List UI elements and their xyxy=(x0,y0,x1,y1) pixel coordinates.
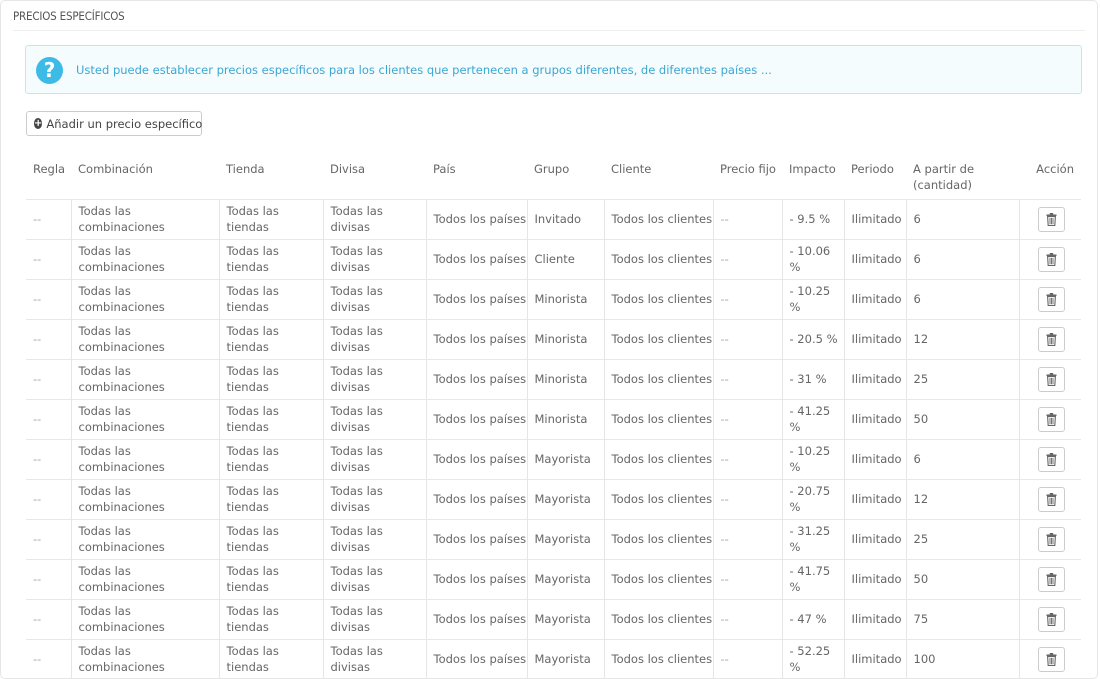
column-header-from-quantity: A partir de (cantidad) xyxy=(913,162,975,192)
cell-rule: -- xyxy=(26,479,71,519)
delete-button[interactable] xyxy=(1038,527,1065,552)
column-header-shop: Tienda xyxy=(226,162,265,176)
cell-impact: - 52.25 % xyxy=(782,639,844,679)
cell-rule: -- xyxy=(26,279,71,319)
cell-currency: Todas las divisas xyxy=(323,399,426,439)
cell-action xyxy=(1019,439,1081,479)
delete-button[interactable] xyxy=(1038,447,1065,472)
cell-country: Todos los países xyxy=(426,399,527,439)
cell-customer: Todos los clientes xyxy=(604,519,713,559)
cell-fixed-price: -- xyxy=(713,599,782,639)
cell-fixed-price: -- xyxy=(713,479,782,519)
cell-from-quantity: 25 xyxy=(906,519,1019,559)
trash-icon xyxy=(1046,653,1057,666)
table-row xyxy=(26,199,1081,239)
cell-currency: Todas las divisas xyxy=(323,559,426,599)
cell-impact: - 20.75 % xyxy=(782,479,844,519)
specific-prices-table xyxy=(26,149,1081,679)
delete-button[interactable] xyxy=(1038,287,1065,312)
table-row xyxy=(26,239,1081,279)
cell-from-quantity: 6 xyxy=(906,439,1019,479)
cell-customer: Todos los clientes xyxy=(604,359,713,399)
question-icon: ? xyxy=(36,57,63,84)
cell-from-quantity: 25 xyxy=(906,359,1019,399)
cell-impact: - 47 % xyxy=(782,599,844,639)
cell-action xyxy=(1019,559,1081,599)
cell-currency: Todas las divisas xyxy=(323,439,426,479)
cell-currency: Todas las divisas xyxy=(323,239,426,279)
column-header-country: País xyxy=(433,162,456,176)
trash-icon xyxy=(1046,533,1057,546)
cell-shop: Todas las tiendas xyxy=(219,599,323,639)
cell-combination: Todas las combinaciones xyxy=(71,359,219,399)
table-row xyxy=(26,639,1081,679)
cell-country: Todos los países xyxy=(426,439,527,479)
cell-fixed-price: -- xyxy=(713,439,782,479)
cell-period: Ilimitado xyxy=(844,439,906,479)
cell-rule: -- xyxy=(26,599,71,639)
table-header-row xyxy=(26,149,1081,199)
cell-fixed-price: -- xyxy=(713,319,782,359)
cell-impact: - 10.06 % xyxy=(782,239,844,279)
cell-shop: Todas las tiendas xyxy=(219,239,323,279)
cell-shop: Todas las tiendas xyxy=(219,639,323,679)
cell-shop: Todas las tiendas xyxy=(219,199,323,239)
cell-impact: - 9.5 % xyxy=(782,199,844,239)
cell-combination: Todas las combinaciones xyxy=(71,239,219,279)
trash-icon xyxy=(1046,293,1057,306)
column-header-rule: Regla xyxy=(33,162,66,176)
cell-country: Todos los países xyxy=(426,359,527,399)
delete-button[interactable] xyxy=(1038,247,1065,272)
cell-action xyxy=(1019,519,1081,559)
cell-group: Minorista xyxy=(527,279,604,319)
cell-group: Cliente xyxy=(527,239,604,279)
cell-impact: - 10.25 % xyxy=(782,279,844,319)
cell-combination: Todas las combinaciones xyxy=(71,599,219,639)
cell-rule: -- xyxy=(26,319,71,359)
trash-icon xyxy=(1046,333,1057,346)
trash-icon xyxy=(1046,453,1057,466)
trash-icon xyxy=(1046,493,1057,506)
cell-country: Todos los países xyxy=(426,519,527,559)
cell-period: Ilimitado xyxy=(844,479,906,519)
cell-country: Todos los países xyxy=(426,559,527,599)
cell-currency: Todas las divisas xyxy=(323,479,426,519)
cell-customer: Todos los clientes xyxy=(604,399,713,439)
cell-combination: Todas las combinaciones xyxy=(71,639,219,679)
cell-period: Ilimitado xyxy=(844,399,906,439)
column-header-customer: Cliente xyxy=(611,162,652,176)
cell-currency: Todas las divisas xyxy=(323,319,426,359)
cell-from-quantity: 6 xyxy=(906,279,1019,319)
cell-group: Minorista xyxy=(527,319,604,359)
cell-currency: Todas las divisas xyxy=(323,519,426,559)
cell-action xyxy=(1019,199,1081,239)
cell-combination: Todas las combinaciones xyxy=(71,319,219,359)
cell-from-quantity: 100 xyxy=(906,639,1019,679)
cell-fixed-price: -- xyxy=(713,519,782,559)
cell-impact: - 10.25 % xyxy=(782,439,844,479)
column-header-group: Grupo xyxy=(534,162,570,176)
cell-from-quantity: 50 xyxy=(906,399,1019,439)
cell-country: Todos los países xyxy=(426,239,527,279)
cell-rule: -- xyxy=(26,439,71,479)
cell-rule: -- xyxy=(26,399,71,439)
trash-icon xyxy=(1046,573,1057,586)
cell-country: Todos los países xyxy=(426,639,527,679)
cell-customer: Todos los clientes xyxy=(604,239,713,279)
add-specific-price-button[interactable] xyxy=(26,111,202,136)
cell-shop: Todas las tiendas xyxy=(219,319,323,359)
cell-fixed-price: -- xyxy=(713,559,782,599)
panel-heading: PRECIOS ESPECÍFICOS xyxy=(13,9,1085,31)
cell-from-quantity: 12 xyxy=(906,319,1019,359)
cell-customer: Todos los clientes xyxy=(604,559,713,599)
cell-shop: Todas las tiendas xyxy=(219,279,323,319)
cell-customer: Todos los clientes xyxy=(604,639,713,679)
trash-icon xyxy=(1046,213,1057,226)
cell-country: Todos los países xyxy=(426,319,527,359)
table-row xyxy=(26,479,1081,519)
cell-action xyxy=(1019,319,1081,359)
cell-country: Todos los países xyxy=(426,199,527,239)
column-header-period: Periodo xyxy=(851,162,894,176)
table-row xyxy=(26,359,1081,399)
cell-impact: - 31 % xyxy=(782,359,844,399)
table-row xyxy=(26,319,1081,359)
cell-action xyxy=(1019,279,1081,319)
cell-group: Mayorista xyxy=(527,479,604,519)
cell-country: Todos los países xyxy=(426,599,527,639)
cell-combination: Todas las combinaciones xyxy=(71,279,219,319)
cell-combination: Todas las combinaciones xyxy=(71,519,219,559)
cell-shop: Todas las tiendas xyxy=(219,439,323,479)
cell-rule: -- xyxy=(26,559,71,599)
cell-combination: Todas las combinaciones xyxy=(71,399,219,439)
cell-group: Mayorista xyxy=(527,519,604,559)
cell-from-quantity: 12 xyxy=(906,479,1019,519)
column-header-fixed-price: Precio fijo xyxy=(720,162,776,176)
cell-shop: Todas las tiendas xyxy=(219,519,323,559)
cell-customer: Todos los clientes xyxy=(604,319,713,359)
cell-from-quantity: 6 xyxy=(906,239,1019,279)
cell-action xyxy=(1019,239,1081,279)
cell-impact: - 41.25 % xyxy=(782,399,844,439)
column-header-action: Acción xyxy=(1036,162,1074,176)
cell-shop: Todas las tiendas xyxy=(219,359,323,399)
cell-group: Mayorista xyxy=(527,439,604,479)
cell-period: Ilimitado xyxy=(844,279,906,319)
cell-period: Ilimitado xyxy=(844,359,906,399)
cell-combination: Todas las combinaciones xyxy=(71,559,219,599)
table-row xyxy=(26,399,1081,439)
cell-period: Ilimitado xyxy=(844,639,906,679)
cell-impact: - 31.25 % xyxy=(782,519,844,559)
table-body xyxy=(26,199,1081,679)
trash-icon xyxy=(1046,613,1057,626)
cell-shop: Todas las tiendas xyxy=(219,399,323,439)
cell-currency: Todas las divisas xyxy=(323,279,426,319)
cell-period: Ilimitado xyxy=(844,599,906,639)
cell-rule: -- xyxy=(26,239,71,279)
column-header-combination: Combinación xyxy=(78,162,153,176)
cell-period: Ilimitado xyxy=(844,239,906,279)
table-row xyxy=(26,559,1081,599)
delete-button[interactable] xyxy=(1038,327,1065,352)
cell-rule: -- xyxy=(26,199,71,239)
trash-icon xyxy=(1046,373,1057,386)
cell-fixed-price: -- xyxy=(713,639,782,679)
cell-action xyxy=(1019,599,1081,639)
trash-icon xyxy=(1046,253,1057,266)
cell-action xyxy=(1019,359,1081,399)
table-row xyxy=(26,599,1081,639)
cell-action xyxy=(1019,639,1081,679)
cell-fixed-price: -- xyxy=(713,359,782,399)
delete-button[interactable] xyxy=(1038,567,1065,592)
cell-group: Minorista xyxy=(527,359,604,399)
cell-rule: -- xyxy=(26,359,71,399)
delete-button[interactable] xyxy=(1038,367,1065,392)
table-row xyxy=(26,519,1081,559)
cell-group: Mayorista xyxy=(527,599,604,639)
alert-text: Usted puede establecer precios específicos para los clientes que pertenecen a grupos diferentes, de diferentes países ... xyxy=(76,63,772,77)
cell-from-quantity: 75 xyxy=(906,599,1019,639)
column-header-impact: Impacto xyxy=(789,162,836,176)
delete-button[interactable] xyxy=(1038,487,1065,512)
column-header-currency: Divisa xyxy=(330,162,366,176)
cell-action xyxy=(1019,399,1081,439)
table-row xyxy=(26,279,1081,319)
cell-country: Todos los países xyxy=(426,279,527,319)
cell-shop: Todas las tiendas xyxy=(219,559,323,599)
plus-circle-icon: + xyxy=(34,118,43,129)
cell-combination: Todas las combinaciones xyxy=(71,479,219,519)
cell-fixed-price: -- xyxy=(713,239,782,279)
cell-rule: -- xyxy=(26,519,71,559)
delete-button[interactable] xyxy=(1038,207,1065,232)
cell-customer: Todos los clientes xyxy=(604,439,713,479)
cell-period: Ilimitado xyxy=(844,559,906,599)
cell-group: Invitado xyxy=(527,199,604,239)
delete-button[interactable] xyxy=(1038,407,1065,432)
cell-period: Ilimitado xyxy=(844,319,906,359)
cell-impact: - 20.5 % xyxy=(782,319,844,359)
delete-button[interactable] xyxy=(1038,607,1065,632)
table-row xyxy=(26,439,1081,479)
cell-action xyxy=(1019,479,1081,519)
cell-group: Minorista xyxy=(527,399,604,439)
cell-group: Mayorista xyxy=(527,639,604,679)
cell-currency: Todas las divisas xyxy=(323,199,426,239)
cell-currency: Todas las divisas xyxy=(323,639,426,679)
cell-fixed-price: -- xyxy=(713,279,782,319)
delete-button[interactable] xyxy=(1038,647,1065,672)
cell-shop: Todas las tiendas xyxy=(219,479,323,519)
cell-period: Ilimitado xyxy=(844,519,906,559)
cell-fixed-price: -- xyxy=(713,399,782,439)
cell-from-quantity: 50 xyxy=(906,559,1019,599)
cell-fixed-price: -- xyxy=(713,199,782,239)
cell-from-quantity: 6 xyxy=(906,199,1019,239)
cell-rule: -- xyxy=(26,639,71,679)
cell-group: Mayorista xyxy=(527,559,604,599)
cell-country: Todos los países xyxy=(426,479,527,519)
cell-impact: - 41.75 % xyxy=(782,559,844,599)
add-button-label: Añadir un precio específico xyxy=(46,116,203,131)
trash-icon xyxy=(1046,413,1057,426)
cell-customer: Todos los clientes xyxy=(604,199,713,239)
info-alert xyxy=(25,45,1082,94)
cell-currency: Todas las divisas xyxy=(323,599,426,639)
cell-customer: Todos los clientes xyxy=(604,479,713,519)
cell-currency: Todas las divisas xyxy=(323,359,426,399)
cell-customer: Todos los clientes xyxy=(604,599,713,639)
cell-period: Ilimitado xyxy=(844,199,906,239)
cell-combination: Todas las combinaciones xyxy=(71,199,219,239)
cell-customer: Todos los clientes xyxy=(604,279,713,319)
cell-combination: Todas las combinaciones xyxy=(71,439,219,479)
